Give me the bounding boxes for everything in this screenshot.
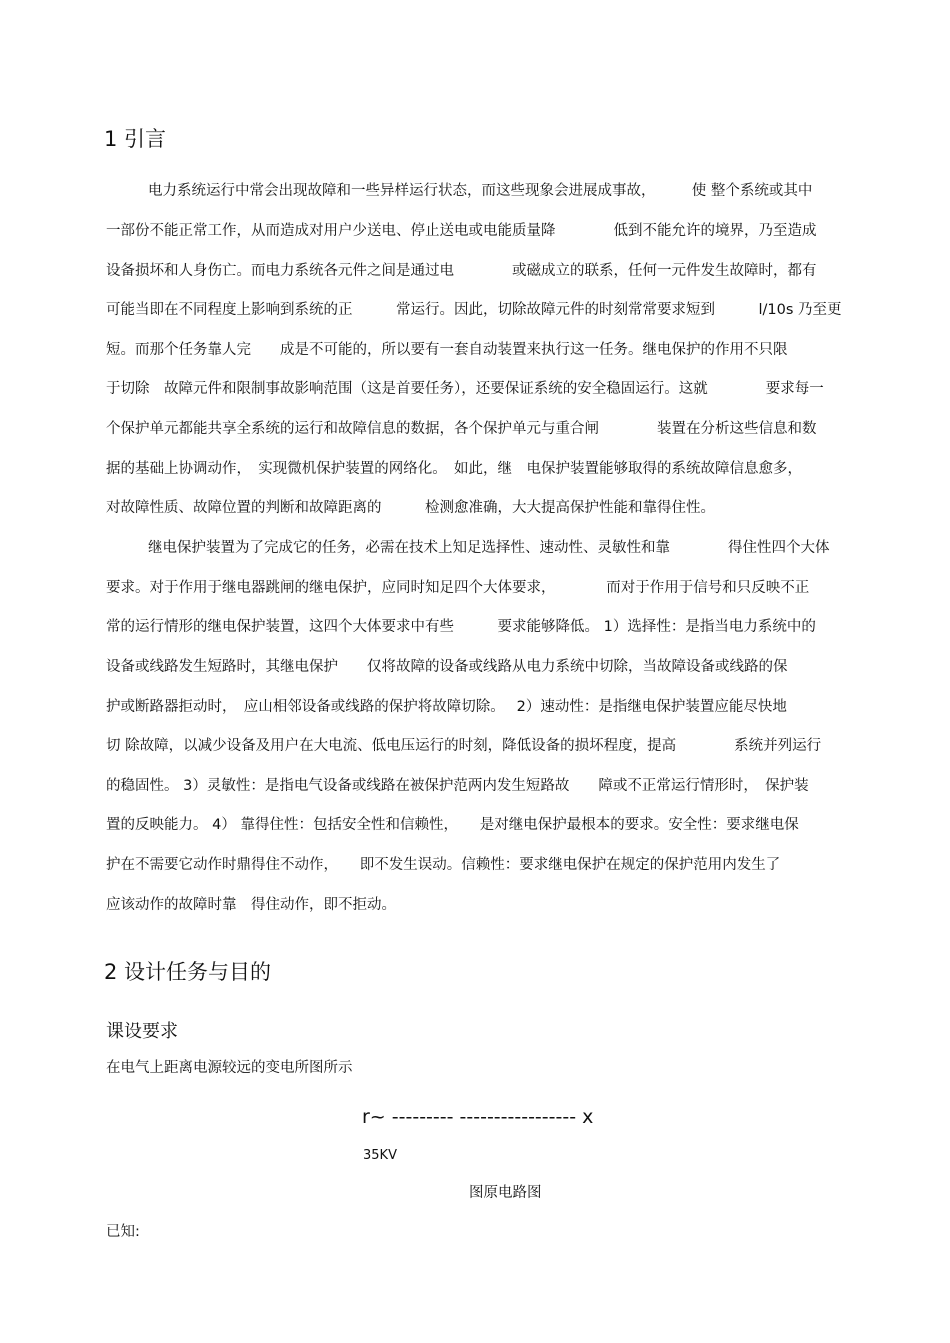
text-line: 常的运行情形的继电保护装置，这四个大体要求中有些 要求能够降低。 1）选择性：是指当电力系统中的 [106, 619, 816, 635]
voltage-label: 35KV [363, 1148, 397, 1163]
text-line: 继电保护装置为了完成它的任务，必需在技术上知足选择性、速动性、灵敏性和靠 得住性四个大体 [148, 540, 830, 556]
text-line: 于切除 故障元件和限制事故影响范围（这是首要任务），还要保证系统的安全稳固运行。这就 要求每一 [106, 381, 824, 397]
text-line: 个保护单元都能共享全系统的运行和故障信息的数据，各个保护单元与重合闸 装置在分析这些信息和数 [106, 421, 817, 437]
text-line: 要求。对于作用于继电器跳闸的继电保护，应同时知足四个大体要求， 而对于作用于信号和只反映不正 [106, 580, 810, 596]
text-line: 的稳固性。 3）灵敏性：是指电气设备或线路在被保护范两内发生短路故 障或不正常运行情形时， 保护装 [106, 778, 809, 794]
text-line: 切 除故障，以减少设备及用户在大电流、低电压运行的时刻，降低设备的损坏程度，提高 系统并列运行 [106, 738, 822, 754]
text-line: 一部份不能正常工作，从而造成对用户少送电、停止送电或电能质量降 低到不能允许的境界，乃至造成 [106, 223, 817, 239]
text-line: 可能当即在不同程度上影响到系统的正 常运行。因此，切除故障元件的时刻常常要求短到 l/10s 乃至更 [106, 302, 842, 318]
section-2-heading: 2 设计任务与目的 [104, 960, 272, 984]
text-line: 电力系统运行中常会出现故障和一些异样运行状态，而这些现象会进展成事故， 使 整个系统或其中 [148, 183, 813, 199]
intro-text: 在电气上距离电源较远的变电所图所示 [106, 1060, 353, 1076]
text-line: 短。而那个任务靠人完 成是不可能的，所以要有一套自动装置来执行这一任务。继电保护的作用不只限 [106, 342, 788, 358]
text-line: 护或断路器拒动时， 应山相邻设备或线路的保护将故障切除。 2）速动性：是指继电保护装置应能尽快地 [106, 699, 787, 715]
circuit-line: r~ --------- ----------------- x [362, 1106, 594, 1128]
text-line: 对故障性质、故障位置的判断和故障距离的 检测愈准确，大大提高保护性能和靠得住性。 [106, 500, 715, 516]
text-line: 置的反映能力。 4） 靠得住性：包括安全性和信赖性， 是对继电保护最根本的要求。安全性：要求继电保 [106, 817, 799, 833]
text-line: 设备损坏和人身伤亡。而电力系统各元件之间是通过电 或磁成立的联系，任何一元件发生故障时，都有 [106, 263, 817, 279]
subsection-heading: 课设要求 [106, 1021, 178, 1042]
text-line: 护在不需要它动作时鼎得住不动作， 即不发生误动。信赖性：要求继电保护在规定的保护范用内发生了 [106, 857, 781, 873]
figure-caption: 图原电路图 [469, 1185, 542, 1201]
section-1-heading: 1 引言 [104, 127, 167, 151]
text-line: 应该动作的故障时靠 得住动作，即不拒动。 [106, 897, 396, 913]
text-line: 据的基础上协调动作， 实现微机保护装置的网络化。 如此，继 电保护装置能够取得的系统故障信息愈多， [106, 461, 802, 477]
text-line: 设备或线路发生短路时，其继电保护 仅将故障的设备或线路从电力系统中切除，当故障设备或线路的保 [106, 659, 788, 675]
known-label: 已知: [106, 1224, 140, 1240]
